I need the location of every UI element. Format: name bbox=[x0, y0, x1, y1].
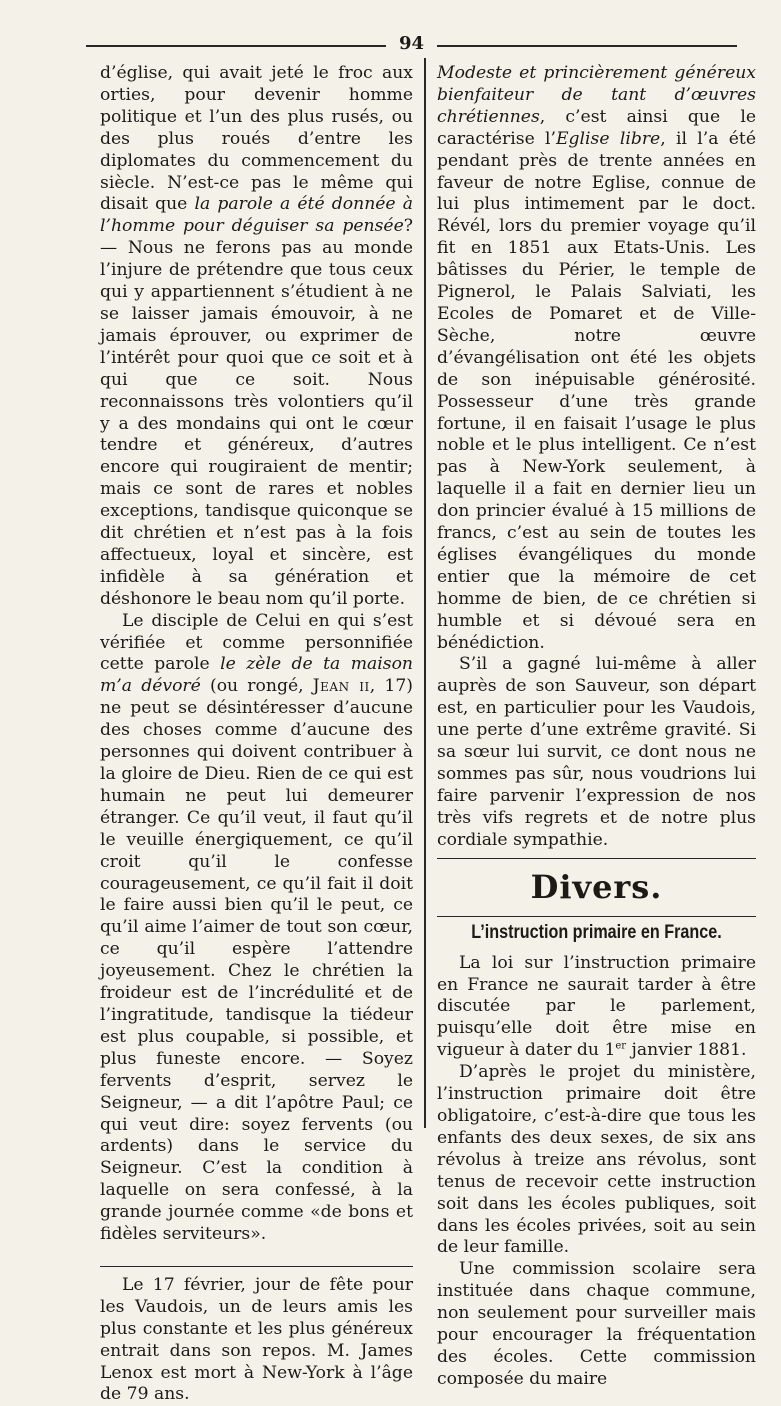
section-rule-bottom bbox=[437, 916, 756, 917]
right-paragraph-3 bbox=[437, 953, 756, 1063]
right-paragraph-2: S’il a gagné lui-même à aller auprès de son Sauveur, son départ est, en particulier pour les Vaudois, une perte d’une extrême gravité. Si sa sœur lui survit, ce dont nous ne sommes pas sûr, nous voudrions lui faire parvenir l’expression de nos très vifs regrets et de notre plus cordiale sympathie. bbox=[437, 654, 756, 850]
right-paragraph-4: D’après le projet du ministère, l’instruction primaire doit être obligatoire, c’est-à-dire que tous les enfants des deux sexes, de six ans révolus à treize ans révolus, sont tenus de recevoir cette instruction soit dans les écoles publiques, soit dans les écoles privées, soit au sein de leur famille. bbox=[437, 1062, 756, 1258]
right-paragraph-5: Une commission scolaire sera instituée dans chaque commune, non seulement pour surveiller mais pour encourager la fréquentation des écoles. Cette commission composée du maire bbox=[437, 1259, 756, 1389]
italic-quote: la parole a été donnée à l’homme pour déguiser sa pensée bbox=[100, 194, 413, 237]
left-column bbox=[100, 63, 413, 1406]
left-paragraph-1 bbox=[100, 63, 413, 611]
text-run: ? — Nous ne ferons pas au monde l’injure de prétendre que tous ceux qui y appartiennent s’étudient à ne se laisser jamais émouvoir, à ne jamais éprouver, ou exprimer de l’intérêt pour quoi que ce soit et à qui que ce soit. Nous reconnaissons très volontiers qu’il y a des mondains qui ont le cœur tendre et généreux, d’autres encore qui rougiraient de mentir; mais ce sont de rares et nobles exceptions, tandisque quiconque se dit chrétien et n’est pas à la fois affectueux, loyal et sincère, est infidèle à sa génération et déshonore le beau nom qu’il porte. bbox=[100, 216, 413, 609]
text-run: , il l’a été pendant près de trente années en faveur de notre Eglise, connue de lui plus intimement par le doct. Révél, lors du premier voyage qu’il fit en 1851 aux Etats-Unis. Les bâtisses du Périer, le temple de Pignerol, le Palais Salviati, les Ecoles de Pomaret et de Ville-Sèche, notre œuvre d’évangélisation ont été les objets de son inépuisable générosité. Possesseur d’une très grande fortune, il en faisait l’usage le plus noble et le plus intelligent. Ce n’est pas à New-York seulement, à laquelle il a fait en dernier lieu un don princier évalué à 15 millions de francs, c’est au sein de toutes les églises évangéliques du monde entier que la mémoire de cet homme de bien, de ce chrétien si humble et si dévoué sera en bénédiction. bbox=[437, 128, 756, 653]
text-run: Le disciple de Celui en qui s’est vérifiée et comme personnifiée cette parole bbox=[100, 610, 413, 675]
left-paragraph-2 bbox=[100, 611, 413, 1246]
page-number: 94 bbox=[398, 33, 425, 54]
column-divider bbox=[424, 58, 426, 1128]
page-header bbox=[86, 34, 737, 54]
italic-publication: Eglise libre bbox=[556, 128, 661, 149]
text-run: La loi sur l’instruction primaire en France ne saurait tarder à être discutée par le parlement, puisqu’elle doit être mise en vigueur à dater du 1 bbox=[437, 952, 756, 1061]
text-run: , 17) ne peut se désintéresser d’aucune des choses comme d’aucune des personnes qui doivent contribuer à la gloire de Dieu. Rien de ce qui est humain ne peut lui demeurer étranger. Ce qu’il veut, il faut qu’il le veuille énergiquement, ce qu’il croit qu’il le confesse courageusement, ce qu’il fait il doit le faire aussi bien qu’il le peut, ce qu’il aime l’aimer de tout son cœur, ce qu’il espère l’attendre joyeusement. Chez le chrétien la froideur est de l’incrédulité et de l’ingratitude, tandisque la tiédeur est plus coupable, si possible, et plus funeste encore. — Soyez fervents d’esprit, servez le Seigneur, — a dit l’apôtre Paul; ce qui veut dire: soyez fervents (ou ardents) dans le service du Seigneur. C’est la condition à laquelle on sera confessé, à la grande journée comme «de bons et fidèles serviteurs». bbox=[100, 676, 413, 1245]
section-rule-top bbox=[437, 858, 756, 859]
subheading: L’instruction primaire en France. bbox=[471, 921, 722, 943]
left-paragraph-3: Le 17 février, jour de fête pour les Vaudois, un de leurs amis les plus constante et les plus généreux entrait dans son repos. M. James Lenox est mort à New-York à l’âge de 79 ans. bbox=[100, 1274, 413, 1405]
scripture-reference: Jean ii bbox=[312, 676, 370, 697]
header-rule-right bbox=[437, 45, 737, 47]
superscript: er bbox=[615, 1040, 627, 1052]
text-run: d’église, qui avait jeté le froc aux orties, pour devenir homme politique et l’un des plus rusés, ou des plus roués d’entre les diplomates du commencement du siècle. N’est-ce pas le même qui disait que bbox=[100, 63, 413, 215]
text-run: (ou rongé, bbox=[200, 676, 313, 697]
section-title: Divers. bbox=[530, 867, 663, 906]
italic-quote: Modeste et princièrement généreux bienfaiteur de tant d’œuvres chrétiennes bbox=[437, 63, 756, 127]
right-column bbox=[437, 63, 756, 1391]
right-paragraph-1 bbox=[437, 63, 756, 654]
italic-quote: le zèle de ta maison m’a dévoré bbox=[100, 654, 413, 697]
article-separator bbox=[100, 1266, 413, 1267]
text-run: , c’est ainsi que le caractérise l’ bbox=[437, 106, 756, 149]
text-run: janvier 1881. bbox=[626, 1040, 747, 1061]
